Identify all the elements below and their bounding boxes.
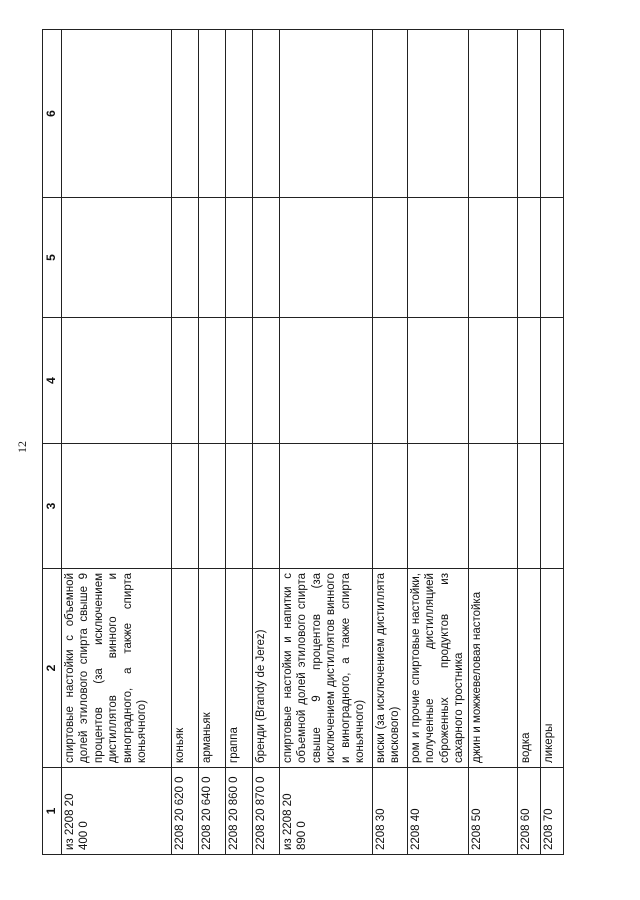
- empty-cell: [408, 30, 469, 198]
- empty-cell: [253, 198, 280, 318]
- description-cell: виски (за исключением дистиллята вискового): [373, 569, 408, 768]
- table-row: [518, 30, 541, 855]
- header-col-2: 2: [43, 569, 62, 768]
- description-cell: ликеры: [541, 569, 564, 768]
- empty-cell: [518, 444, 541, 569]
- empty-cell: [541, 444, 564, 569]
- empty-cell: [199, 444, 226, 569]
- description-cell: бренди (Brandy de Jerez): [253, 569, 280, 768]
- code-cell: 2208 50: [469, 768, 518, 855]
- description-cell: спиртовые настойки и напитки с объемной долей этилового спирта свыше 9 процентов (за исключением дистиллятов винного и виноградного, а также спирта коньячного): [280, 569, 373, 768]
- code-cell: 2208 20 870 0: [253, 768, 280, 855]
- empty-cell: [518, 198, 541, 318]
- empty-cell: [62, 198, 172, 318]
- empty-cell: [469, 198, 518, 318]
- table-row: [280, 30, 373, 855]
- empty-cell: [373, 30, 408, 198]
- code-cell: из 2208 20 400 0: [62, 768, 172, 855]
- empty-cell: [280, 444, 373, 569]
- empty-cell: [172, 198, 199, 318]
- empty-cell: [469, 318, 518, 444]
- empty-cell: [541, 30, 564, 198]
- empty-cell: [541, 318, 564, 444]
- empty-cell: [280, 30, 373, 198]
- empty-cell: [172, 30, 199, 198]
- empty-cell: [199, 30, 226, 198]
- empty-cell: [253, 444, 280, 569]
- table-row: [469, 30, 518, 855]
- description-cell: коньяк: [172, 569, 199, 768]
- code-cell: 2208 40: [408, 768, 469, 855]
- code-cell: 2208 20 860 0: [226, 768, 253, 855]
- description-cell: граппа: [226, 569, 253, 768]
- description-cell: ром и прочие спиртовые настойки, полученные дистилляцией сброженных продуктов из сахарного тростника: [408, 569, 469, 768]
- empty-cell: [280, 318, 373, 444]
- empty-cell: [518, 318, 541, 444]
- empty-cell: [226, 444, 253, 569]
- empty-cell: [280, 198, 373, 318]
- empty-cell: [199, 198, 226, 318]
- empty-cell: [172, 318, 199, 444]
- table-row: [253, 30, 280, 855]
- header-col-1: 1: [43, 768, 62, 855]
- code-cell: 2208 70: [541, 768, 564, 855]
- empty-cell: [469, 444, 518, 569]
- empty-cell: [408, 444, 469, 569]
- description-cell: джин и можжевеловая настойка: [469, 569, 518, 768]
- empty-cell: [373, 444, 408, 569]
- empty-cell: [226, 318, 253, 444]
- table-row: [408, 30, 469, 855]
- table-row: [62, 30, 172, 855]
- description-cell: арманьяк: [199, 569, 226, 768]
- code-cell: 2208 20 620 0: [172, 768, 199, 855]
- header-col-5: 5: [43, 198, 62, 318]
- description-cell: водка: [518, 569, 541, 768]
- table-row: [172, 30, 199, 855]
- empty-cell: [373, 198, 408, 318]
- code-cell: 2208 30: [373, 768, 408, 855]
- empty-cell: [408, 198, 469, 318]
- code-cell: 2208 60: [518, 768, 541, 855]
- tariff-table: [42, 29, 564, 855]
- table-row: [541, 30, 564, 855]
- header-col-3: 3: [43, 444, 62, 569]
- empty-cell: [373, 318, 408, 444]
- empty-cell: [518, 30, 541, 198]
- header-row: [43, 30, 62, 855]
- empty-cell: [226, 198, 253, 318]
- empty-cell: [199, 318, 226, 444]
- empty-cell: [469, 30, 518, 198]
- description-cell: спиртовые настойки с объемной долей этилового спирта свыше 9 процентов (за исключением дистиллятов винного и виноградного, а также спирта коньячного): [62, 569, 172, 768]
- empty-cell: [408, 318, 469, 444]
- empty-cell: [62, 444, 172, 569]
- empty-cell: [62, 318, 172, 444]
- empty-cell: [253, 30, 280, 198]
- empty-cell: [226, 30, 253, 198]
- rotated-table-container: [42, 30, 582, 855]
- table-row: [226, 30, 253, 855]
- page-number: 12: [15, 441, 29, 453]
- table-row: [373, 30, 408, 855]
- header-col-4: 4: [43, 318, 62, 444]
- header-col-6: 6: [43, 30, 62, 198]
- table-row: [199, 30, 226, 855]
- code-cell: из 2208 20 890 0: [280, 768, 373, 855]
- empty-cell: [253, 318, 280, 444]
- code-cell: 2208 20 640 0: [199, 768, 226, 855]
- empty-cell: [172, 444, 199, 569]
- empty-cell: [541, 198, 564, 318]
- empty-cell: [62, 30, 172, 198]
